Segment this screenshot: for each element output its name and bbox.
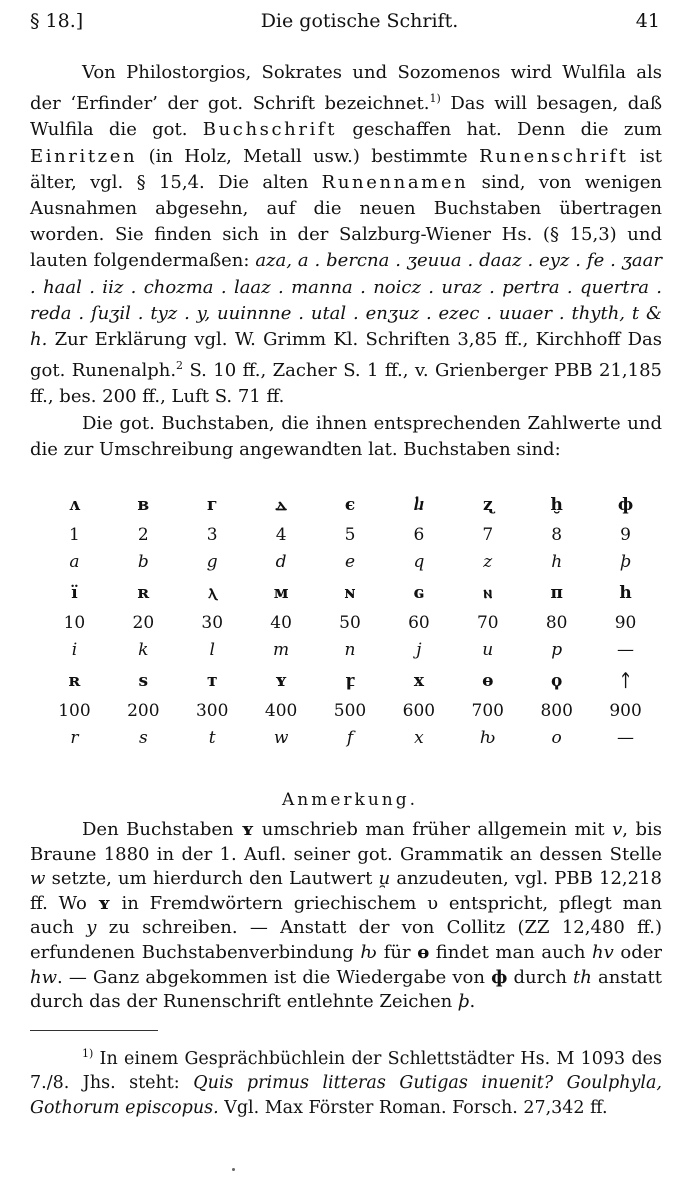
latin-transcription: t	[208, 728, 216, 748]
gothic-alphabet-table	[40, 488, 660, 752]
latin-transcription: m	[273, 640, 290, 660]
gothic-letter: п	[550, 583, 563, 603]
gothic-letter: ɢ	[413, 583, 425, 603]
latin-transcription: b	[137, 552, 149, 572]
footnote-marker: 1)	[82, 1047, 94, 1060]
numeric-value: 700	[471, 701, 504, 721]
gothic-letter: ʐ	[482, 495, 493, 515]
running-header	[30, 10, 660, 32]
numeric-value: 40	[270, 613, 292, 633]
numeric-value: 60	[408, 613, 430, 633]
gothic-letter: ꝼ	[345, 671, 355, 691]
gothic-letter: ʀ	[137, 583, 150, 603]
numeric-value: 5	[344, 525, 356, 545]
numeric-value: 90	[614, 613, 637, 633]
numeric-value: 70	[476, 613, 499, 633]
remark-paragraph: Den Buchstaben ʏ umschrieb man früher allgemein mit v, bis Braune 1880 in der 1. Aufl. seiner got. Grammatik an dessen Stelle w setzte, um hierdurch den Lautwert u̯ anzudeuten, vgl. PBB 12,218 ff. Wo ʏ in Fremdwörtern griechischem υ entspricht, pflegt man auch y zu schreiben. — Anstatt der von Collitz (ZZ 12,480 ff.) erfundenen Buchstabenverbindung ƕ für ө findet man auch hv oder hw. — Ganz abgekommen ist die Wiedergabe von ф durch th anstatt durch das der Runenschrift entlehnte Zeichen þ.	[30, 819, 663, 1013]
numeric-value: 30	[201, 613, 224, 633]
numeric-value: 400	[264, 701, 298, 721]
running-title: Die gotische Schrift.	[260, 10, 459, 32]
gothic-letter: s	[138, 671, 149, 691]
numeric-value: 100	[58, 701, 91, 721]
numeric-value: 4	[275, 525, 287, 545]
gothic-letter: ⲗ	[208, 583, 217, 603]
gothic-letter: ⲇ	[275, 495, 287, 515]
rune-names: aza, a . bercna . ʒeuua . daaz . eyz . fe . ʒaar . haal . iiz . chozma . laaz . manna . noicz . uraz . pertra . quertra . reda . ſuʒil . tyz . y, uuinnne . utal . enʒuz . ezec . uuaer . thyth, t & h.	[30, 250, 662, 351]
gothic-letter: м	[273, 583, 289, 603]
numeric-value: 10	[63, 613, 86, 633]
numeric-value: 800	[540, 701, 573, 721]
latin-transcription: j	[416, 640, 422, 660]
gothic-letter: ᛏ	[620, 671, 631, 691]
latin-transcription: a	[69, 552, 80, 572]
gothic-letter: ʏ	[274, 671, 288, 691]
gothic-letter: в	[137, 495, 150, 515]
latin-transcription: d	[275, 552, 287, 572]
latin-transcription: ƕ	[479, 728, 496, 748]
alphabet-block-tens	[40, 576, 660, 664]
latin-transcription: p	[551, 640, 563, 660]
alphabet-block-hundreds	[40, 664, 660, 752]
gothic-letter: ⴑ	[413, 495, 425, 515]
footnote-divider	[30, 1030, 158, 1031]
numeric-value: 200	[127, 701, 160, 721]
gothic-letter: ʀ	[68, 671, 81, 691]
gothic-letter: ϙ	[550, 671, 563, 691]
paragraph-alphabet-intro: Die got. Buchstaben, die ihnen entsprechenden Zahlwerte und die zur Umschreibung angewandten lat. Buchstaben sind:	[30, 412, 662, 460]
latin-transcription: —	[617, 640, 635, 660]
gothic-letter: ө	[482, 671, 494, 691]
footnote-paragraph: $^{1)}$ In einem Gesprächbüchlein der Schlettstädter Hs. M 1093 des 7./8. Jhs. steht: Quis primus litteras Gutigas inuenit? Goulphyla, Gothorum episcopus. Vgl. Max Förster Roman. Forsch. 27,342 ff.	[30, 1047, 662, 1118]
numeric-value: 20	[132, 613, 155, 633]
gothic-letter: ф	[617, 495, 634, 515]
remark-text	[30, 818, 662, 1015]
latin-transcription: g	[206, 552, 218, 572]
latin-transcription: q	[413, 552, 425, 572]
numeric-value: 7	[482, 525, 494, 545]
footnote-ref: 1)	[429, 92, 441, 106]
latin-transcription: l	[209, 640, 215, 660]
gothic-letter: є	[344, 495, 356, 515]
main-text	[30, 60, 662, 463]
numeric-value: 8	[551, 525, 563, 545]
numeric-value: 900	[609, 701, 642, 721]
footnote	[30, 1042, 662, 1120]
gothic-letter: ï	[71, 583, 78, 603]
latin-transcription: o	[551, 728, 562, 748]
numeric-value: 600	[402, 701, 436, 721]
gothic-letter: h	[619, 583, 632, 603]
latin-transcription: —	[617, 728, 635, 748]
section-heading: Anmerkung.	[281, 790, 419, 810]
numeric-value: 1	[69, 525, 80, 545]
footnote-quote: Quis primus litteras Gutigas inuenit? Goulphyla, Gothorum episcopus.	[30, 1073, 662, 1118]
gothic-letter: ⲛ	[483, 583, 493, 603]
latin-transcription: n	[344, 640, 356, 660]
numeric-value: 6	[413, 525, 425, 545]
section-ref: § 18.]	[30, 10, 84, 32]
numeric-value: 9	[620, 525, 631, 545]
latin-transcription: i	[71, 640, 78, 660]
numeric-value: 500	[333, 701, 367, 721]
page-number: 41	[635, 10, 660, 32]
numeric-value: 2	[137, 525, 149, 545]
latin-transcription: k	[138, 640, 149, 660]
gothic-letter: ḫ	[550, 495, 563, 515]
alphabet-block-units	[40, 488, 660, 576]
latin-transcription: u	[482, 640, 494, 660]
gothic-letter: ɴ	[343, 583, 357, 603]
latin-transcription: x	[414, 728, 424, 748]
print-speck	[232, 1168, 235, 1171]
latin-transcription: f	[346, 728, 354, 748]
paragraph-origin: Von Philostorgios, Sokrates und Sozomenos wird Wulfila als der ‘Erfinder’ der got. Schrift bezeichnet.$^{1)}$ Das will besagen, daß Wulfila die got. Buchschrift geschaffen hat. Denn die zum Einritzen (in Holz, Metall usw.) bestimmte Runenschrift ist älter, vgl. § 15,4. Die alten Runennamen sind, von wenigen Ausnahmen abgesehn, auf die neuen Buchstaben übertragen worden. Sie finden sich in der Salzburg-Wiener Hs. (§ 15,3) und lauten folgendermaßen: aza, a . bercna . ʒeuua . daaz . eyz . fe . ʒaar . haal . iiz . chozma . laaz . manna . noicz . uraz . pertra . quertra . reda . ſuʒil . tyz . y, uuinnne . utal . enʒuz . ezec . uuaer . thyth, t & h. Zur Erklärung vgl. W. Grimm Kl. Schriften 3,85 ff., Kirchhoff Das got. Runenalph.$^2$ S. 10 ff., Zacher S. 1 ff., v. Grienberger PBB 21,185 ff., bes. 200 ff., Luft S. 71 ff.	[30, 62, 663, 408]
gothic-letter: т	[206, 671, 218, 691]
numeric-value: 3	[206, 525, 218, 545]
gothic-letter: ʌ	[68, 495, 80, 515]
latin-transcription: þ	[620, 552, 631, 572]
numeric-value: 50	[339, 613, 361, 633]
latin-transcription: w	[273, 728, 289, 748]
numeric-value: 80	[545, 613, 568, 633]
numeric-value: 300	[195, 701, 229, 721]
latin-transcription: z	[483, 552, 493, 572]
gothic-letter: x	[413, 671, 424, 691]
latin-transcription: r	[70, 728, 79, 748]
gothic-letter: г	[207, 495, 218, 515]
latin-transcription: s	[138, 728, 148, 748]
latin-transcription: e	[344, 552, 356, 572]
latin-transcription: h	[551, 552, 563, 572]
